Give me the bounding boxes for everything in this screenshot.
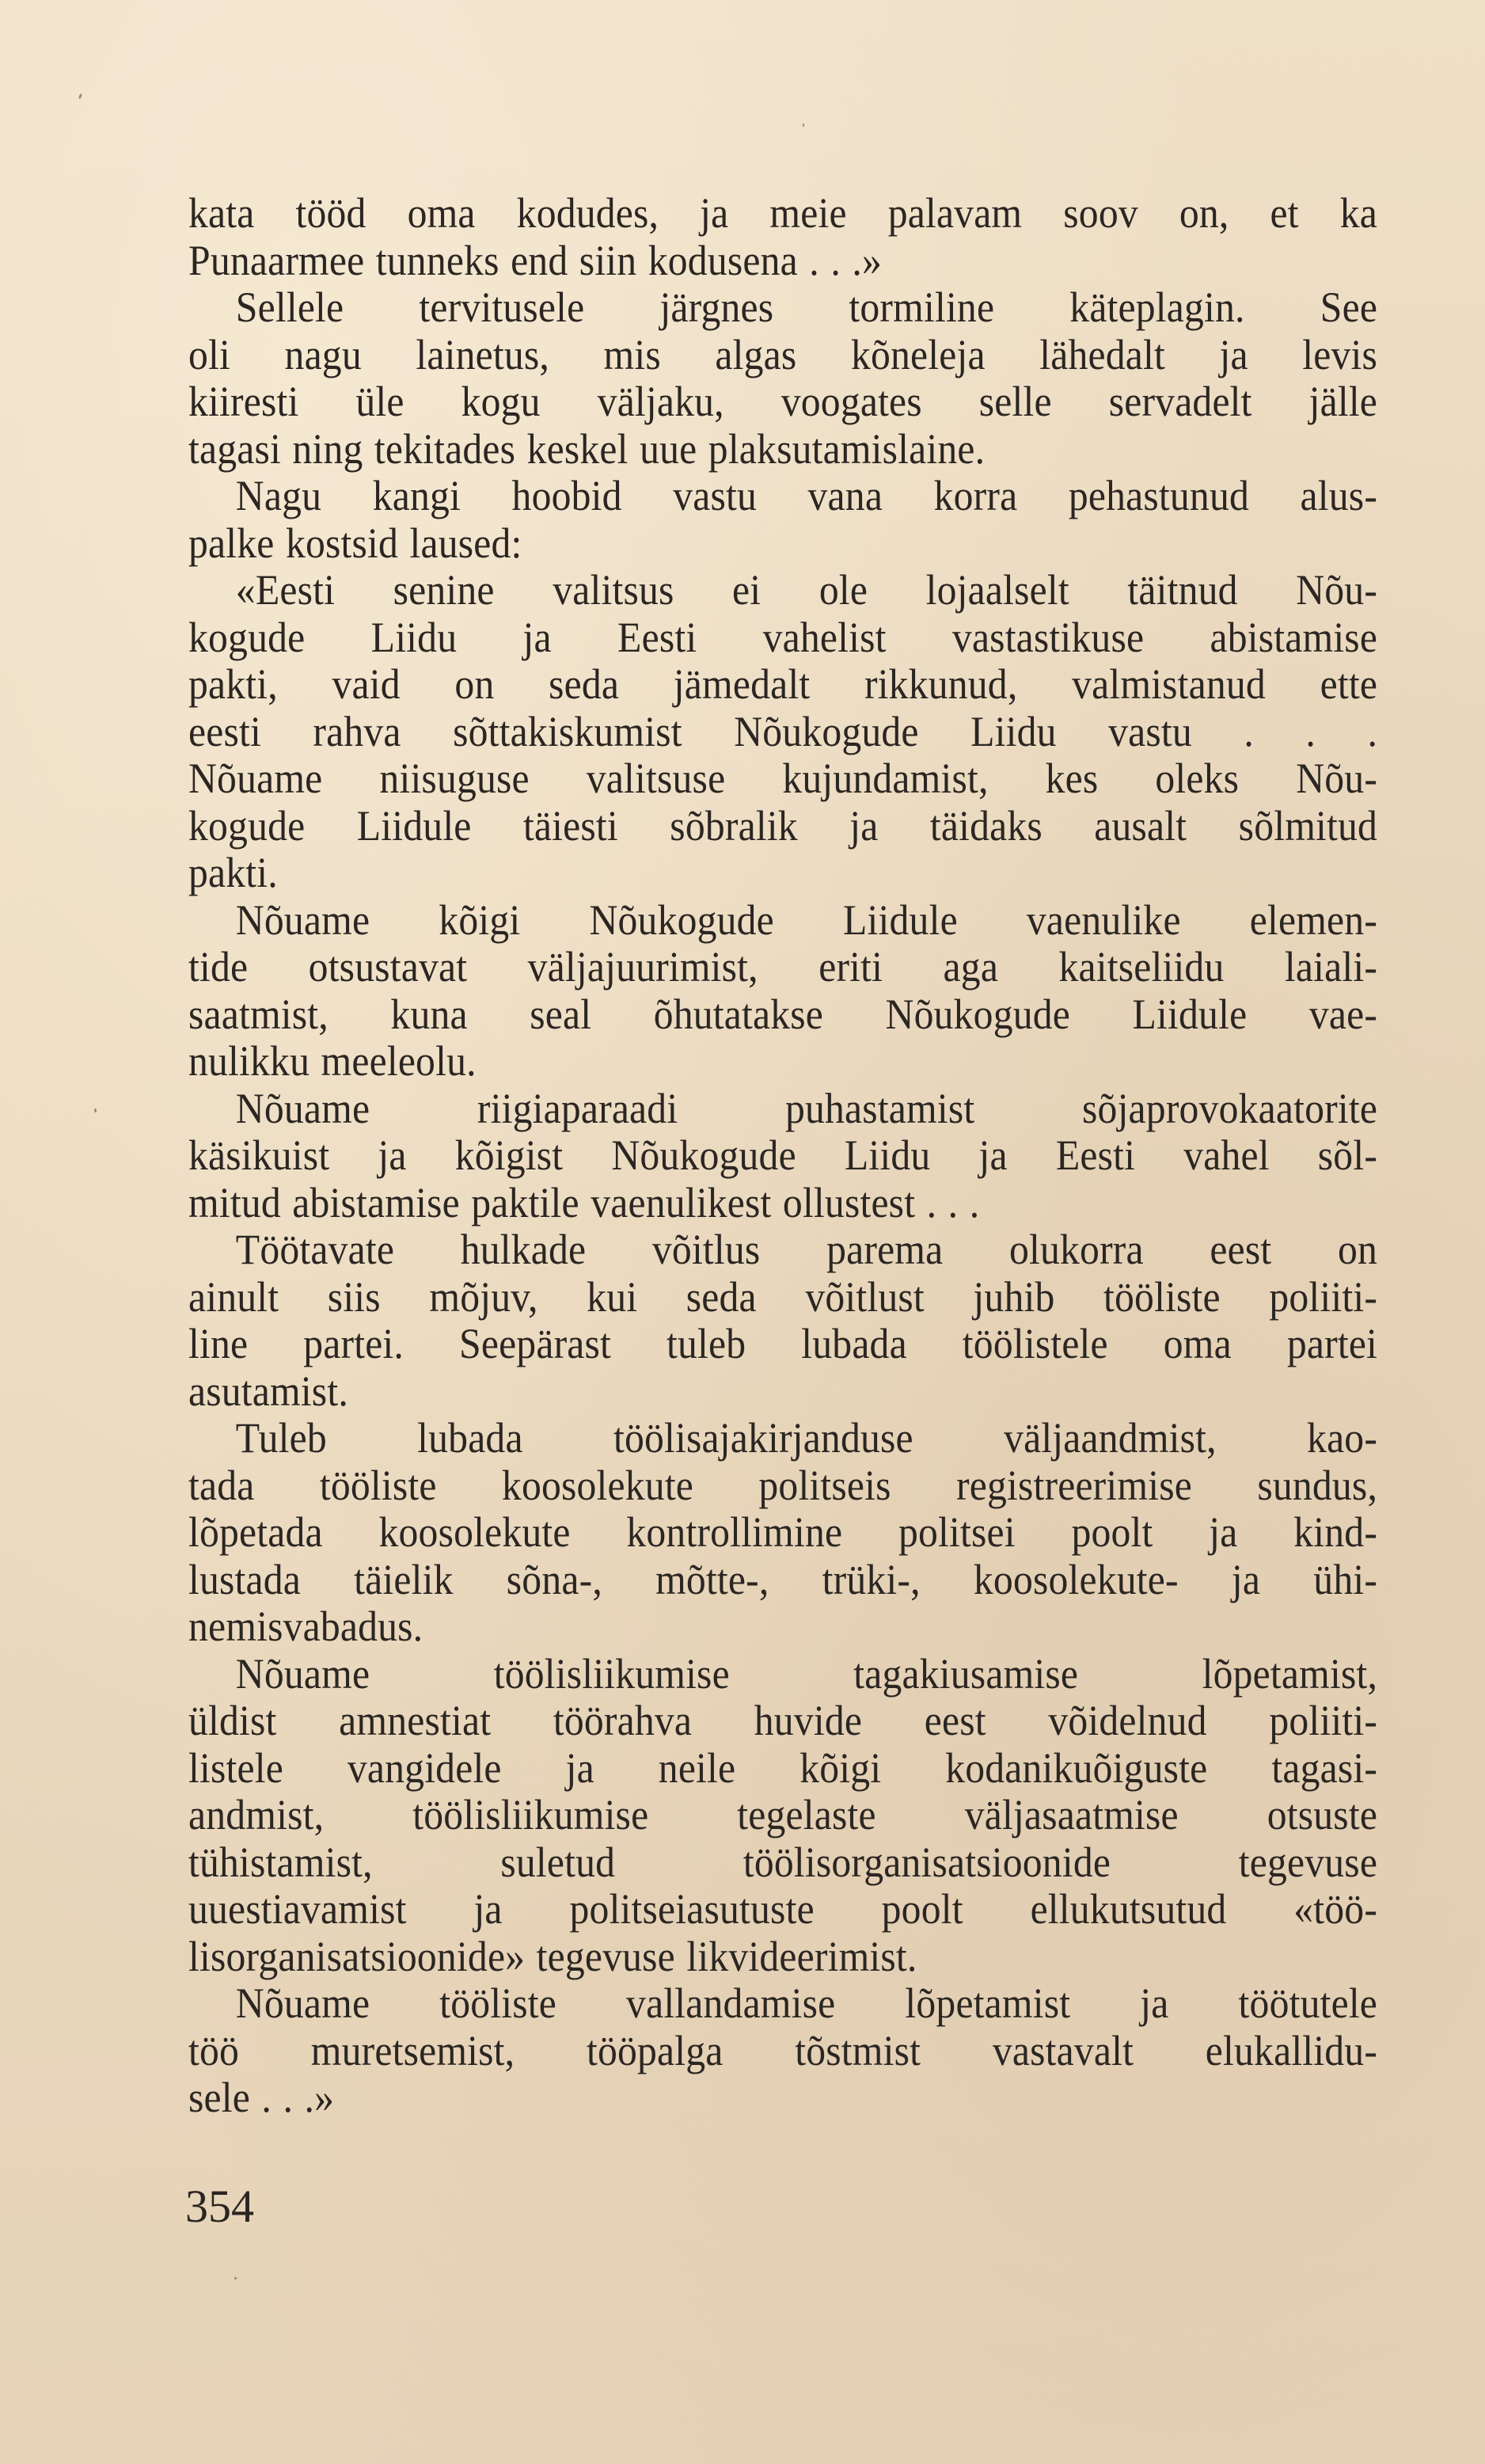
text-line: kata tööd oma kodudes, ja meie palavam soov on, et ka (188, 189, 1378, 237)
paragraph-first-line: Töötavate hulkade võitlus parema olukorra eest on (235, 1226, 1378, 1273)
text-line: üldist amnestiat töörahva huvide eest võidelnud poliiti- (188, 1697, 1378, 1744)
text-line: tagasi ning tekitades keskel uue plaksutamislaine. (188, 424, 986, 473)
paragraph-first-line: Sellele tervitusele järgnes tormiline käteplagin. See (235, 283, 1378, 331)
paragraph-first-line: Nõuame tööliste vallandamise lõpetamist ja töötutele (235, 1979, 1378, 2027)
text-line: saatmist, kuna seal õhutatakse Nõukogude Liidule vae- (188, 990, 1378, 1038)
text-line: sele . . .» (188, 2074, 335, 2121)
body-text (188, 190, 1377, 2122)
text-line: lisorganisatsioonide» tegevuse likvideerimist. (188, 1932, 917, 1980)
text-line: kiiresti üle kogu väljaku, voogates selle servadelt jälle (188, 378, 1378, 425)
text-line: tühistamist, suletud töölisorganisatsioonide tegevuse (188, 1838, 1378, 1886)
text-line: töö muretsemist, tööpalga tõstmist vastavalt elukallidu- (188, 2026, 1378, 2074)
paragraph-first-line: «Eesti senine valitsus ei ole lojaalselt täitnud Nõu- (235, 566, 1378, 614)
paragraph-first-line: Nagu kangi hoobid vastu vana korra pehastunud alus- (235, 472, 1378, 519)
paper-speck (78, 93, 82, 100)
text-line: uuestiavamist ja politseiasutuste poolt ellukutsutud «töö- (188, 1885, 1378, 1933)
text-line: oli nagu lainetus, mis algas kõneleja lähedalt ja levis (188, 330, 1378, 378)
text-line: lustada täielik sõna-, mõtte-, trüki-, koosolekute- ja ühi- (188, 1555, 1378, 1603)
text-line: lõpetada koosolekute kontrollimine politsei poolt ja kind- (188, 1508, 1378, 1556)
paragraph-first-line: Nõuame riigiaparaadi puhastamist sõjaprovokaatorite (235, 1084, 1378, 1132)
text-line: kogude Liidule täiesti sõbralik ja täidaks ausalt sõlmitud (188, 801, 1378, 850)
text-line: line partei. Seepärast tuleb lubada töölistele oma partei (188, 1320, 1378, 1367)
text-line: käsikuist ja kõigist Nõukogude Liidu ja Eesti vahel sõl- (188, 1131, 1378, 1179)
paper-speck (234, 2277, 237, 2280)
page-number: 354 (185, 2181, 254, 2232)
text-line: tide otsustavat väljajuurimist, eriti aga kaitseliidu laiali- (188, 943, 1378, 991)
paper-speck (94, 1108, 97, 1112)
text-line: kogude Liidu ja Eesti vahelist vastastikuse abistamise (188, 613, 1378, 661)
text-line: andmist, töölisliikumise tegelaste väljasaatmise otsuste (188, 1791, 1378, 1838)
text-line: listele vangidele ja neile kõigi kodanikuõiguste tagasi- (188, 1743, 1378, 1792)
text-line: ainult siis mõjuv, kui seda võitlust juhib tööliste poliiti- (188, 1272, 1378, 1321)
text-line: Punaarmee tunneks end siin kodusena . . .» (188, 236, 883, 284)
paragraph-first-line: Nõuame töölisliikumise tagakiusamise lõpetamist, (235, 1649, 1378, 1698)
text-line: pakti. (188, 849, 278, 896)
text-line: nulikku meeleolu. (188, 1037, 477, 1085)
text-line: eesti rahva sõttakiskumist Nõukogude Liidu vastu . . . (188, 707, 1378, 755)
paragraph-first-line: Nõuame kõigi Nõukogude Liidule vaenulike elemen- (235, 895, 1378, 944)
text-line: asutamist. (188, 1367, 348, 1415)
text-line: Nõuame niisuguse valitsuse kujundamist, kes oleks Nõu- (188, 755, 1378, 802)
paragraph-first-line: Tuleb lubada töölisajakirjanduse väljaandmist, kao- (235, 1414, 1378, 1462)
text-line: tada tööliste koosolekute politseis registreerimise sundus, (188, 1461, 1378, 1509)
text-line: pakti, vaid on seda jämedalt rikkunud, valmistanud ette (188, 660, 1378, 708)
text-line: palke kostsid laused: (188, 519, 522, 567)
text-line: mitud abistamise paktile vaenulikest ollustest . . . (188, 1178, 980, 1226)
text-line: nemisvabadus. (188, 1603, 423, 1650)
paper-speck (803, 124, 804, 127)
